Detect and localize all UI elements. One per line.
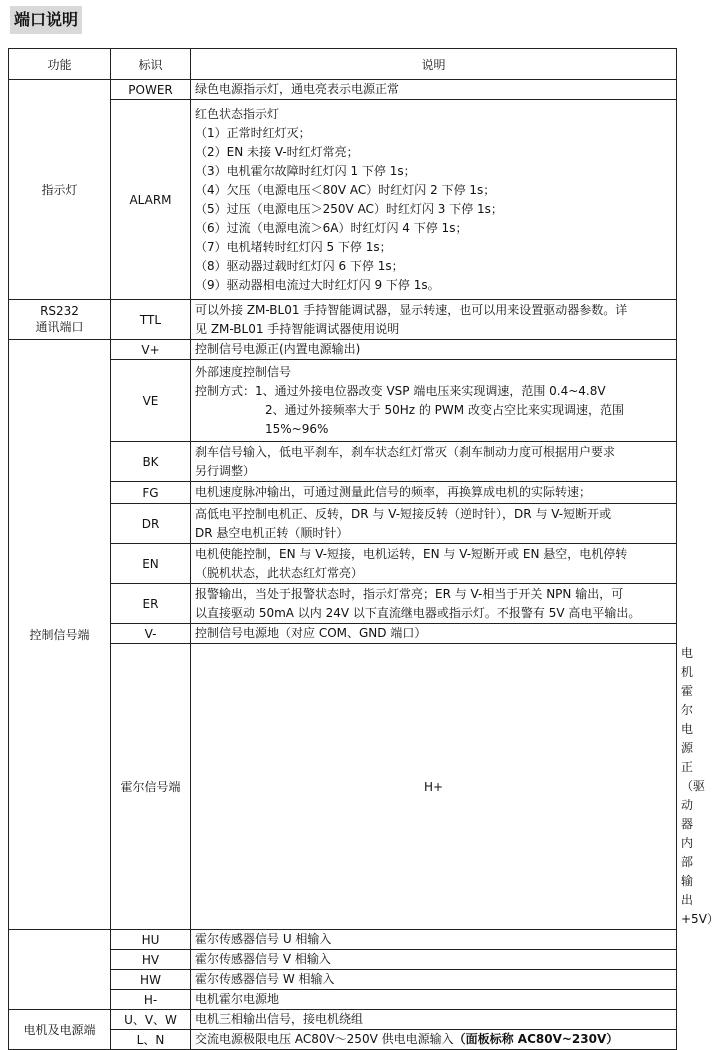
desc-line: 另行调整）	[195, 463, 256, 478]
port-id: POWER	[111, 80, 191, 100]
desc-line: 高低电平控制电机正、反转，DR 与 V-短接反转（逆时针），DR 与 V-短断开或	[195, 506, 612, 521]
desc-line: 电机使能控制，EN 与 V-短接，电机运转，EN 与 V-短断开或 EN 悬空，电机停转	[195, 546, 628, 561]
table-row	[9, 340, 677, 360]
desc-line: （1）正常时红灯灭；	[195, 125, 311, 140]
port-id: V+	[111, 340, 191, 360]
page-title: 端口说明	[10, 6, 82, 34]
group-indicator: 指示灯	[9, 80, 111, 300]
port-id: H+	[191, 644, 677, 930]
desc-line: （9）驱动器相电流过大时红灯闪 9 下停 1s。	[195, 277, 440, 292]
desc-line: （2）EN 未接 V-时红灯常亮；	[195, 144, 359, 159]
group-control-signal: 控制信号端	[9, 340, 111, 930]
port-id: BK	[111, 442, 191, 482]
desc-line: 以直接驱动 50mA 以内 24V 以下直流继电器或指示灯。不报警有 5V 高电平输出。	[195, 605, 641, 620]
port-desc: 控制信号电源正(内置电源输出)	[191, 340, 677, 360]
port-id: V-	[111, 624, 191, 644]
table-row	[9, 300, 677, 340]
desc-line: （3）电机霍尔故障时红灯闪 1 下停 1s；	[195, 163, 416, 178]
header-function: 功能	[9, 49, 111, 80]
desc-line: 可以外接 ZM-BL01 手持智能调试器，显示转速，也可以用来设置驱动器参数。详	[195, 302, 628, 317]
desc-line: （8）驱动器过载时红灯闪 6 下停 1s；	[195, 258, 404, 273]
port-desc	[191, 584, 677, 624]
port-desc	[191, 504, 677, 544]
port-desc: 霍尔传感器信号 U 相输入	[191, 930, 677, 950]
port-desc: 控制信号电源地（对应 COM、GND 端口）	[191, 624, 677, 644]
desc-line: 15%~96%	[265, 421, 329, 436]
desc-line: （4）欠压（电源电压＜80V AC）时红灯闪 2 下停 1s；	[195, 182, 496, 197]
desc-line: 外部速度控制信号	[195, 364, 292, 379]
group-rs232	[9, 300, 111, 340]
header-description: 说明	[191, 49, 677, 80]
port-desc	[191, 544, 677, 584]
header-id: 标识	[111, 49, 191, 80]
port-desc	[191, 360, 677, 442]
port-id: H-	[111, 990, 191, 1010]
table-row	[9, 80, 677, 100]
desc-line: （7）电机堵转时红灯闪 5 下停 1s；	[195, 239, 392, 254]
group-hall-blank	[9, 930, 111, 1010]
desc-line: （5）过压（电源电压＞250V AC）时红灯闪 3 下停 1s；	[195, 201, 503, 216]
port-desc: 霍尔传感器信号 W 相输入	[191, 970, 677, 990]
port-id: TTL	[111, 300, 191, 340]
port-id: HV	[111, 950, 191, 970]
port-desc	[191, 300, 677, 340]
port-id: EN	[111, 544, 191, 584]
table-header-row	[9, 49, 677, 80]
port-table	[8, 48, 719, 1050]
port-desc	[191, 442, 677, 482]
port-id: U、V、W	[111, 1010, 191, 1030]
port-id: HU	[111, 930, 191, 950]
port-id: ALARM	[111, 100, 191, 300]
group-hall-signal: 霍尔信号端	[111, 644, 191, 930]
group-label: RS232	[40, 304, 79, 318]
port-desc: 电机三相输出信号，接电机绕组	[191, 1010, 677, 1030]
group-label: 通讯端口	[35, 320, 84, 334]
desc-line: 见 ZM-BL01 手持智能调试器使用说明	[195, 321, 400, 336]
table-row: 霍尔信号端 H+ 电机霍尔电源正（驱动器内部输出+5V）	[9, 644, 677, 930]
desc-line: 报警输出，当处于报警状态时，指示灯常亮；ER 与 V-相当于开关 NPN 输出，可	[195, 586, 624, 601]
desc-line: 刹车信号输入，低电平刹车，刹车状态红灯常灭（刹车制动力度可根据用户要求	[195, 444, 616, 459]
table-row	[9, 1010, 677, 1030]
desc-line: 2、通过外接频率大于 50Hz 的 PWM 改变占空比来实现调速，范围	[265, 402, 624, 417]
desc-text: 交流电源极限电压 AC80V～250V 供电电源输入	[195, 1032, 454, 1046]
port-id: DR	[111, 504, 191, 544]
port-desc: 绿色电源指示灯，通电亮表示电源正常	[191, 80, 677, 100]
port-id: ER	[111, 584, 191, 624]
desc-line: （脱机状态，此状态红灯常亮）	[195, 565, 364, 580]
panel-rating: （面板标称 AC80V~230V）	[453, 1032, 619, 1046]
port-id: VE	[111, 360, 191, 442]
port-desc: 霍尔传感器信号 V 相输入	[191, 950, 677, 970]
port-desc: 电机霍尔电源地	[191, 990, 677, 1010]
group-motor-power: 电机及电源端	[9, 1010, 111, 1050]
desc-line: 控制方式：1、通过外接电位器改变 VSP 端电压来实现调速，范围 0.4~4.8V	[195, 383, 606, 398]
port-desc	[191, 100, 677, 300]
desc-line: DR 悬空电机正转（顺时针）	[195, 525, 349, 540]
desc-line: 红色状态指示灯	[195, 106, 280, 121]
desc-line: （6）过流（电源电流＞6A）时红灯闪 4 下停 1s；	[195, 220, 468, 235]
port-id: HW	[111, 970, 191, 990]
port-desc: 电机速度脉冲输出，可通过测量此信号的频率，再换算成电机的实际转速；	[191, 482, 677, 504]
port-desc	[191, 1030, 677, 1050]
port-id: FG	[111, 482, 191, 504]
port-id: L、N	[111, 1030, 191, 1050]
table-row	[9, 930, 677, 950]
